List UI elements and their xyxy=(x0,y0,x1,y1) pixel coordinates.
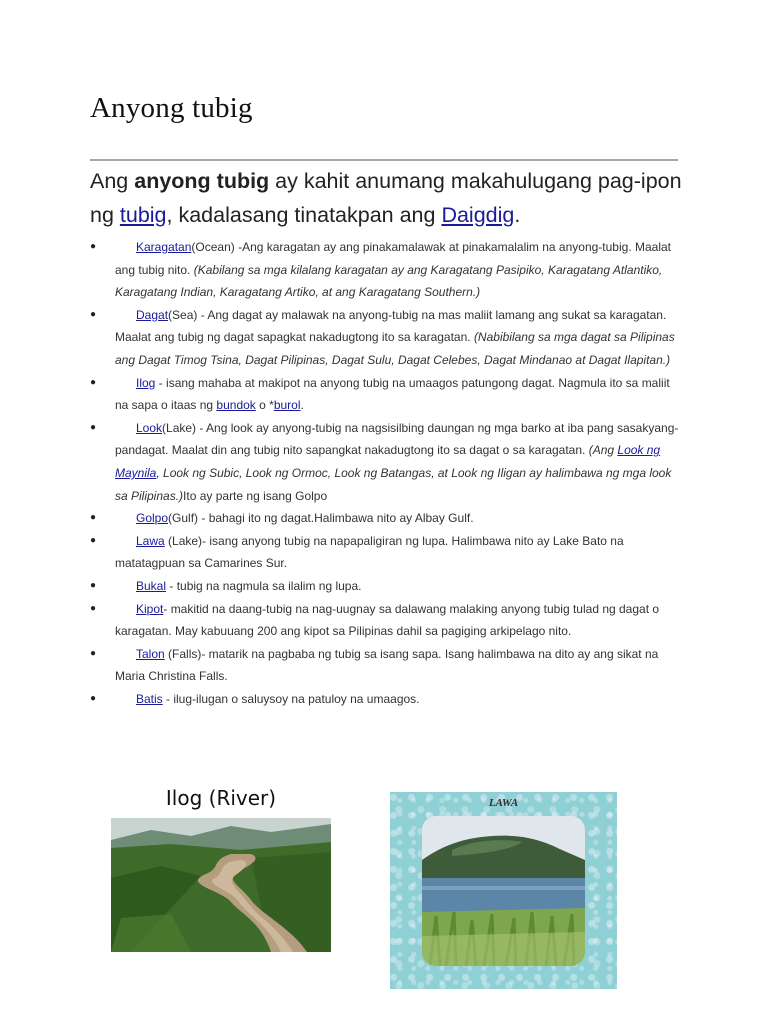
water-body-list xyxy=(90,236,682,710)
list-item-golpo xyxy=(90,507,682,530)
item-text: - makitid na daang-tubig na nag-uugnay sa dalawang malaking anyong tubig tulad ng dagat o karagatan. May kabuuang 200 ang kipot sa Pilipinas dahil sa pagiging arkipelago nito. xyxy=(115,601,660,639)
item-text: (Lake)- isang anyong tubig na napapaligiran ng lupa. Halimbawa nito ay Lake Bato na matatagpuan sa Camarines Sur. xyxy=(115,533,624,571)
talon-link[interactable]: Talon xyxy=(136,646,165,661)
bullet-icon: ● xyxy=(90,534,97,546)
item-examples-text: , Look ng Subic, Look ng Ormoc, Look ng Batangas, at Look ng Iligan ay halimbawa ng mga look sa Pilipinas.) xyxy=(115,465,672,503)
bullet-icon: ● xyxy=(90,512,97,524)
look-link[interactable]: Look xyxy=(136,420,163,435)
intro-text: Ang xyxy=(90,169,135,193)
lawa-photo xyxy=(422,816,585,966)
intro-text: ay kahit anumang makahulugang pag-ipon ng xyxy=(90,169,682,227)
list-item-batis xyxy=(90,688,682,711)
bullet-icon: ● xyxy=(90,421,97,433)
bundok-link[interactable]: bundok xyxy=(216,398,256,413)
lawa-image-label: LAWA xyxy=(488,797,519,809)
bullet-icon: ● xyxy=(90,692,97,704)
item-text: (Gulf) - bahagi ito ng dagat.Halimbawa nito ay Albay Gulf. xyxy=(168,511,474,526)
intro-text: , kadalasang tinatakpan ang xyxy=(166,203,442,227)
item-examples-text: (Ang xyxy=(588,443,618,458)
look-ng-maynila-link[interactable]: Look ng Maynila xyxy=(115,443,661,480)
tubig-link[interactable]: tubig xyxy=(119,203,167,227)
item-examples: (Nabibilang sa mga dagat sa Pilipinas ang Dagat Timog Tsina, Dagat Pilipinas, Dagat Sulu, Dagat Celebes, Dagat Mindanao at Dagat Ilapitan.) xyxy=(115,330,675,367)
list-item-kipot xyxy=(90,598,682,643)
list-item-look xyxy=(90,417,682,507)
item-examples: (Kabilang sa mga kilalang karagatan ay ang Karagatang Pasipiko, Karagatang Atlantiko, Karagatang Indian, Karagatang Artiko, at ang Karagatang Southern.) xyxy=(115,262,663,300)
list-item-bukal xyxy=(90,575,682,598)
item-text: - tubig na nagmula sa ilalim ng lupa. xyxy=(166,578,362,593)
burol-link[interactable]: burol xyxy=(273,398,301,413)
batis-link[interactable]: Batis xyxy=(136,691,163,706)
lawa-image xyxy=(390,792,617,989)
bullet-icon: ● xyxy=(90,602,97,614)
item-text: Ito ay parte ng isang Golpo xyxy=(183,488,328,503)
list-item-ilog xyxy=(90,372,682,417)
intro-paragraph xyxy=(90,164,690,232)
river-image-caption: Ilog (River) xyxy=(165,786,277,810)
list-item-dagat xyxy=(90,304,682,372)
lawa-link[interactable]: Lawa xyxy=(136,533,165,548)
page-title: Anyong tubig xyxy=(90,92,253,124)
item-text: (Falls)- matarik na pagbaba ng tubig sa isang sapa. Isang halimbawa na dito ay ang sikat na Maria Christina Falls. xyxy=(115,646,659,684)
item-text: (Lake) - Ang look ay anyong-tubig na nagsisilbing daungan ng mga barko at iba pang sasakyang-pandagat. Maalat din ang tubig nito sapangkat nakadugtong ito sa dagat o sa karagatan. xyxy=(115,420,679,458)
intro-text: . xyxy=(514,203,521,227)
bullet-icon: ● xyxy=(90,376,97,388)
item-text: (Ocean) -Ang karagatan ay ang pinakamalawak at pinakamalalim na anyong-tubig. Maalat ang tubig nito. xyxy=(115,240,671,277)
item-text: - isang mahaba at makipot na anyong tubig na umaagos patungong dagat. Nagmula ito sa maliit na sapa o itaas ng xyxy=(115,375,670,413)
bullet-icon: ● xyxy=(90,308,97,320)
bullet-icon: ● xyxy=(90,241,97,252)
bukal-link[interactable]: Bukal xyxy=(136,578,167,593)
karagatan-link[interactable]: Karagatan xyxy=(136,240,192,254)
item-text: . xyxy=(300,398,304,413)
ilog-link[interactable]: Ilog xyxy=(136,375,156,390)
intro-bold-term: anyong tubig xyxy=(134,169,270,193)
golpo-link[interactable]: Golpo xyxy=(136,511,169,526)
list-item-talon xyxy=(90,643,682,688)
list-item-lawa xyxy=(90,530,682,575)
river-photo xyxy=(111,818,331,952)
item-text: (Sea) - Ang dagat ay malawak na anyong-tubig na mas maliit lamang ang sukat sa karagatan. Maalat ang tubig ng dagat sapagkat nakadugtong ito sa karagatan. xyxy=(115,307,667,345)
bullet-icon: ● xyxy=(90,579,97,591)
list-item-karagatan xyxy=(90,236,682,304)
item-text: o * xyxy=(255,398,274,413)
river-image xyxy=(102,778,340,954)
item-text: - ilug-ilugan o saluysoy na patuloy na umaagos. xyxy=(162,691,420,706)
dagat-link[interactable]: Dagat xyxy=(136,307,169,322)
title-divider xyxy=(90,159,678,161)
bullet-icon: ● xyxy=(90,647,97,659)
daigdig-link[interactable]: Daigdig xyxy=(441,203,515,227)
kipot-link[interactable]: Kipot xyxy=(136,601,164,616)
